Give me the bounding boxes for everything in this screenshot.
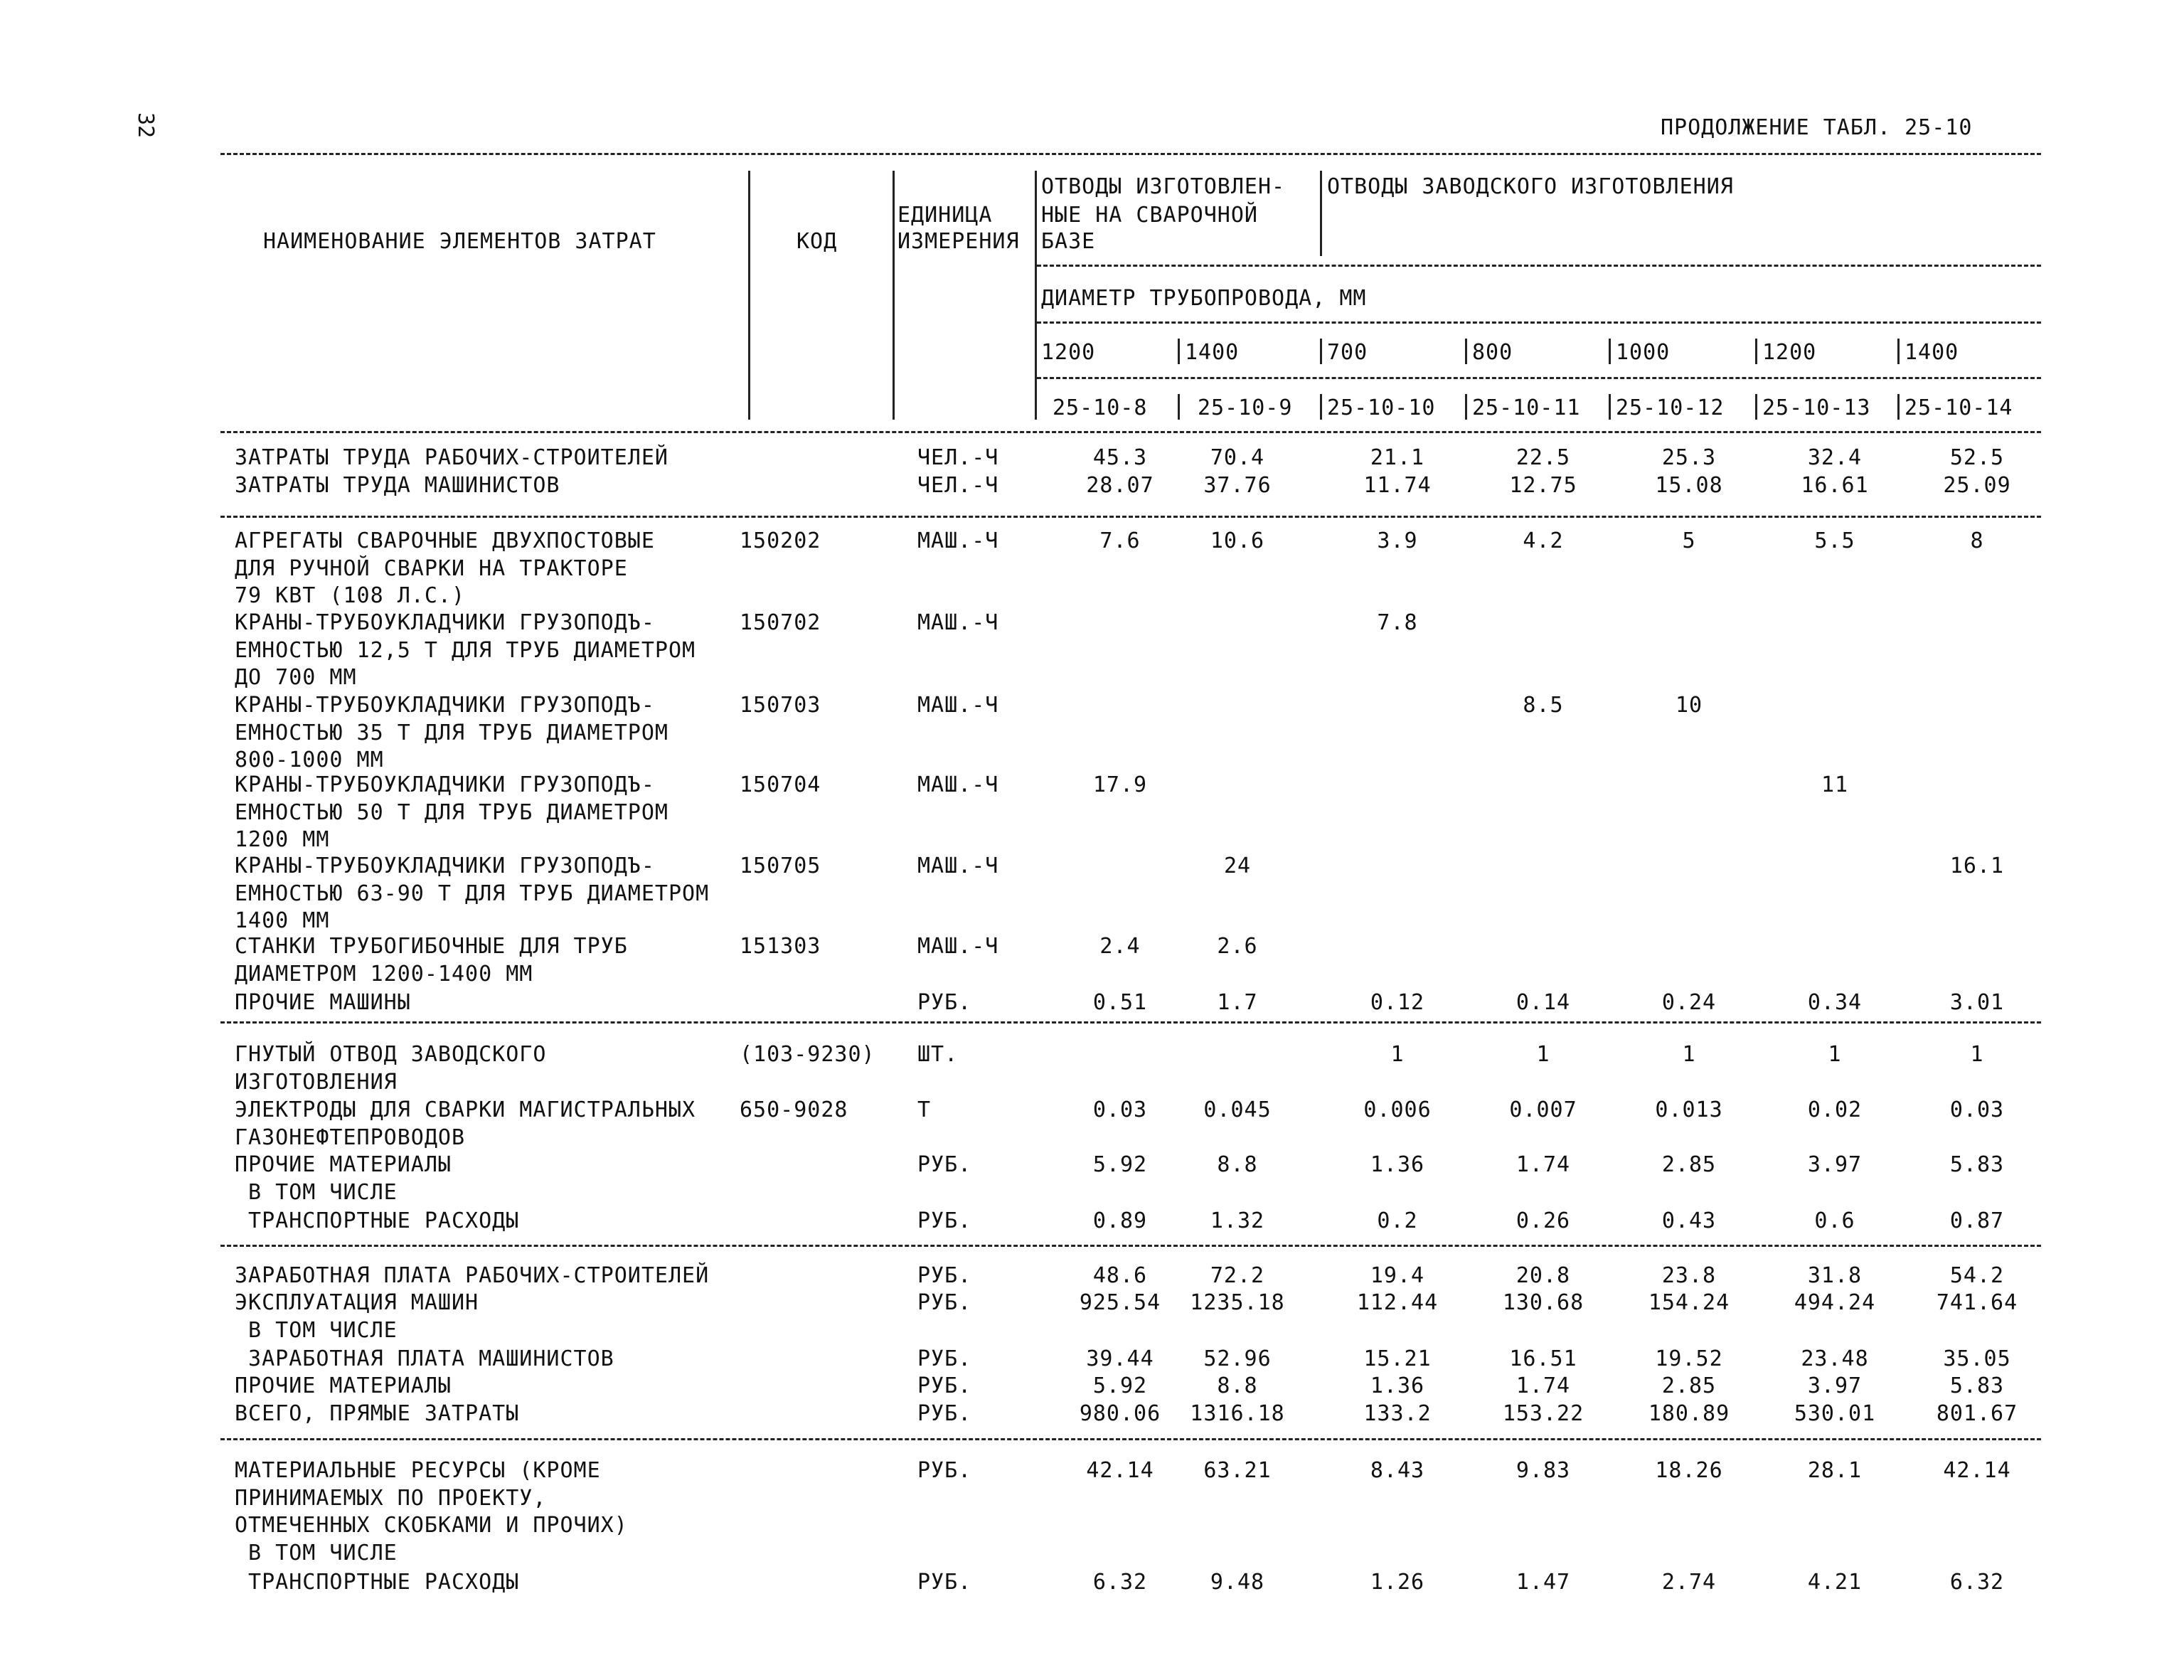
row-name-line: В ТОМ ЧИСЛЕ xyxy=(235,1179,398,1205)
row-name-line: В ТОМ ЧИСЛЕ xyxy=(235,1317,398,1343)
row-value: 0.6 xyxy=(1814,1208,1855,1233)
row-name-line: ЗАТРАТЫ ТРУДА РАБОЧИХ-СТРОИТЕЛЕЙ xyxy=(235,445,668,470)
row-value: 5.83 xyxy=(1949,1373,2005,1398)
row-name-line: ЭКСПЛУАТАЦИЯ МАШИН xyxy=(235,1290,479,1315)
row-value: 9.83 xyxy=(1516,1458,1571,1483)
section-rule-3 xyxy=(220,1245,2041,1247)
diameter-sep-7 xyxy=(1897,339,1900,364)
row-value: 54.2 xyxy=(1949,1263,2005,1288)
row-name-line: ПРОЧИЕ МАШИНЫ xyxy=(235,990,411,1015)
row-name-line: ПРОЧИЕ МАТЕРИАЛЫ xyxy=(235,1152,452,1177)
header-name-col: НАИМЕНОВАНИЕ ЭЛЕМЕНТОВ ЗАТРАТ xyxy=(263,229,656,254)
row-value: 1 xyxy=(1828,1042,1842,1067)
row-value: 21.1 xyxy=(1370,445,1425,470)
row-value: 25.3 xyxy=(1661,445,1717,470)
code-4: 25-10-11 xyxy=(1472,395,1581,420)
row-value: 2.85 xyxy=(1661,1373,1717,1398)
row-name-line: ГАЗОНЕФТЕПРОВОДОВ xyxy=(235,1125,466,1150)
row-value: 8 xyxy=(1970,528,1984,553)
row-value: 25.09 xyxy=(1943,473,2011,498)
header-group2: ОТВОДЫ ЗАВОДСКОГО ИЗГОТОВЛЕНИЯ xyxy=(1327,174,1734,199)
row-value: 1 xyxy=(1682,1042,1696,1067)
row-unit: РУБ. xyxy=(917,1208,972,1233)
header-vbar-4 xyxy=(1320,171,1322,256)
row-value: 8.5 xyxy=(1523,693,1564,718)
row-value: 133.2 xyxy=(1363,1401,1432,1426)
row-value: 10.6 xyxy=(1210,528,1265,553)
row-value: 11.74 xyxy=(1363,473,1432,498)
header-diameter-label: ДИАМЕТР ТРУБОПРОВОДА, ММ xyxy=(1041,286,1367,311)
code-sep-2 xyxy=(1178,394,1180,420)
header-unit-col-2: ИЗМЕРЕНИЯ xyxy=(897,229,1020,254)
row-value: 11 xyxy=(1821,772,1849,797)
row-unit: РУБ. xyxy=(917,1401,972,1426)
row-unit: РУБ. xyxy=(917,1263,972,1288)
header-group1-line3: БАЗЕ xyxy=(1041,229,1096,254)
row-value: 0.02 xyxy=(1807,1097,1863,1122)
row-value: 18.26 xyxy=(1655,1458,1723,1483)
row-value: 1.47 xyxy=(1516,1570,1571,1595)
section-rule-2 xyxy=(220,1021,2041,1024)
row-value: 1.32 xyxy=(1210,1208,1265,1233)
row-value: 0.34 xyxy=(1807,990,1863,1015)
row-value: 0.26 xyxy=(1516,1208,1571,1233)
row-value: 20.8 xyxy=(1516,1263,1571,1288)
continuation-title: ПРОДОЛЖЕНИЕ ТАБЛ. 25-10 xyxy=(1661,115,1973,140)
row-value: 45.3 xyxy=(1092,445,1148,470)
row-name-line: ТРАНСПОРТНЫЕ РАСХОДЫ xyxy=(235,1208,520,1233)
row-value: 5.83 xyxy=(1949,1152,2005,1177)
diameter-sep-6 xyxy=(1755,339,1757,364)
diameter-1: 1200 xyxy=(1041,340,1096,365)
row-value: 0.89 xyxy=(1092,1208,1148,1233)
row-value: 16.1 xyxy=(1949,854,2005,878)
row-unit: ЧЕЛ.-Ч xyxy=(917,445,999,470)
row-name-line: СТАНКИ ТРУБОГИБОЧНЫЕ ДЛЯ ТРУБ xyxy=(235,934,628,959)
row-name-line: ДО 700 ММ xyxy=(235,665,357,690)
row-value: 1.74 xyxy=(1516,1152,1571,1177)
header-vbar-3 xyxy=(1035,171,1037,420)
row-value: 70.4 xyxy=(1210,445,1265,470)
row-name-line: В ТОМ ЧИСЛЕ xyxy=(235,1540,398,1565)
row-name-line: 1200 ММ xyxy=(235,827,330,852)
row-value: 494.24 xyxy=(1794,1290,1876,1315)
row-name-line: КРАНЫ-ТРУБОУКЛАДЧИКИ ГРУЗОПОДЪ- xyxy=(235,854,655,878)
row-name-line: ЗАТРАТЫ ТРУДА МАШИНИСТОВ xyxy=(235,473,560,498)
row-value: 10 xyxy=(1675,693,1703,718)
row-name-line: ЕМНОСТЬЮ 50 Т ДЛЯ ТРУБ ДИАМЕТРОМ xyxy=(235,799,668,825)
row-code: 650-9028 xyxy=(740,1097,848,1122)
diameter-4: 800 xyxy=(1472,340,1513,365)
row-unit: РУБ. xyxy=(917,1458,972,1483)
code-2: 25-10-9 xyxy=(1198,395,1293,420)
row-unit: МАШ.-Ч xyxy=(917,610,999,635)
diameter-sep-4 xyxy=(1465,339,1467,364)
row-value: 0.24 xyxy=(1661,990,1717,1015)
row-value: 0.87 xyxy=(1949,1208,2005,1233)
row-code: (103-9230) xyxy=(740,1042,875,1067)
diameter-2: 1400 xyxy=(1185,340,1240,365)
row-value: 1 xyxy=(1536,1042,1550,1067)
row-unit: РУБ. xyxy=(917,1152,972,1177)
row-value: 0.013 xyxy=(1655,1097,1723,1122)
row-value: 7.6 xyxy=(1099,528,1141,553)
code-1: 25-10-8 xyxy=(1053,395,1148,420)
row-value: 1 xyxy=(1970,1042,1984,1067)
page-number: 32 xyxy=(133,112,158,139)
row-value: 1316.18 xyxy=(1190,1401,1285,1426)
section-rule-4 xyxy=(220,1438,2041,1440)
header-top-rule xyxy=(220,153,2041,155)
row-value: 6.32 xyxy=(1092,1570,1148,1595)
row-value: 2.4 xyxy=(1099,934,1141,959)
row-unit: МАШ.-Ч xyxy=(917,772,999,797)
header-group1-line1: ОТВОДЫ ИЗГОТОВЛЕН- xyxy=(1041,174,1286,199)
code-sep-7 xyxy=(1897,394,1900,420)
row-value: 52.5 xyxy=(1949,445,2005,470)
row-name-line: 800-1000 ММ xyxy=(235,748,384,772)
row-name-line: ЗАРАБОТНАЯ ПЛАТА РАБОЧИХ-СТРОИТЕЛЕЙ xyxy=(235,1263,710,1288)
row-value: 42.14 xyxy=(1943,1458,2011,1483)
row-value: 1 xyxy=(1390,1042,1405,1067)
row-value: 8.8 xyxy=(1217,1373,1258,1398)
section-rule-1 xyxy=(220,516,2041,518)
diameter-sep-3 xyxy=(1320,339,1322,364)
header-vbar-2 xyxy=(893,171,895,420)
header-code-col: КОД xyxy=(797,229,838,254)
code-sep-6 xyxy=(1755,394,1757,420)
row-value: 3.97 xyxy=(1807,1373,1863,1398)
row-value: 8.43 xyxy=(1370,1458,1425,1483)
row-value: 154.24 xyxy=(1648,1290,1730,1315)
row-unit: МАШ.-Ч xyxy=(917,528,999,553)
row-value: 23.8 xyxy=(1661,1263,1717,1288)
row-value: 28.07 xyxy=(1086,473,1154,498)
row-unit: Т xyxy=(917,1097,932,1122)
row-value: 0.03 xyxy=(1949,1097,2005,1122)
row-value: 741.64 xyxy=(1936,1290,2018,1315)
row-value: 1.26 xyxy=(1370,1570,1425,1595)
row-value: 63.21 xyxy=(1203,1458,1272,1483)
row-value: 5.92 xyxy=(1092,1373,1148,1398)
header-rule-2 xyxy=(1037,265,2041,267)
row-value: 2.6 xyxy=(1217,934,1258,959)
row-unit: РУБ. xyxy=(917,1373,972,1398)
row-name-line: ИЗГОТОВЛЕНИЯ xyxy=(235,1069,398,1095)
row-value: 28.1 xyxy=(1807,1458,1863,1483)
row-value: 1.74 xyxy=(1516,1373,1571,1398)
row-value: 4.21 xyxy=(1807,1570,1863,1595)
row-name-line: ЭЛЕКТРОДЫ ДЛЯ СВАРКИ МАГИСТРАЛЬНЫХ xyxy=(235,1097,696,1122)
row-value: 2.74 xyxy=(1661,1570,1717,1595)
row-value: 19.52 xyxy=(1655,1346,1723,1371)
row-value: 130.68 xyxy=(1502,1290,1584,1315)
row-name-line: ПРИНИМАЕМЫХ ПО ПРОЕКТУ, xyxy=(235,1485,547,1511)
row-name-line: ВСЕГО, ПРЯМЫЕ ЗАТРАТЫ xyxy=(235,1401,520,1426)
row-unit: РУБ. xyxy=(917,1570,972,1595)
diameter-5: 1000 xyxy=(1616,340,1671,365)
row-name-line: ДЛЯ РУЧНОЙ СВАРКИ НА ТРАКТОРЕ xyxy=(235,555,628,581)
code-sep-3 xyxy=(1320,394,1322,420)
row-value: 72.2 xyxy=(1210,1263,1265,1288)
row-value: 6.32 xyxy=(1949,1570,2005,1595)
row-unit: ЧЕЛ.-Ч xyxy=(917,473,999,498)
row-name-line: ЕМНОСТЬЮ 12,5 Т ДЛЯ ТРУБ ДИАМЕТРОМ xyxy=(235,637,696,663)
code-6: 25-10-13 xyxy=(1762,395,1871,420)
row-name-line: ЕМНОСТЬЮ 35 Т ДЛЯ ТРУБ ДИАМЕТРОМ xyxy=(235,720,668,745)
row-value: 5.92 xyxy=(1092,1152,1148,1177)
row-unit: МАШ.-Ч xyxy=(917,693,999,718)
row-name-line: КРАНЫ-ТРУБОУКЛАДЧИКИ ГРУЗОПОДЪ- xyxy=(235,772,655,797)
code-sep-5 xyxy=(1609,394,1611,420)
row-value: 0.007 xyxy=(1509,1097,1577,1122)
row-value: 7.8 xyxy=(1377,610,1418,635)
row-value: 530.01 xyxy=(1794,1401,1876,1426)
code-5: 25-10-12 xyxy=(1616,395,1725,420)
row-name-line: ДИАМЕТРОМ 1200-1400 ММ xyxy=(235,961,533,987)
row-unit: РУБ. xyxy=(917,1290,972,1315)
row-value: 0.51 xyxy=(1092,990,1148,1015)
row-value: 0.045 xyxy=(1203,1097,1272,1122)
row-name-line: ОТМЕЧЕННЫХ СКОБКАМИ И ПРОЧИХ) xyxy=(235,1513,628,1538)
row-value: 153.22 xyxy=(1502,1401,1584,1426)
row-value: 801.67 xyxy=(1936,1401,2018,1426)
row-value: 22.5 xyxy=(1516,445,1571,470)
row-code: 150702 xyxy=(740,610,821,635)
row-value: 35.05 xyxy=(1943,1346,2011,1371)
row-name-line: 79 КВТ (108 Л.С.) xyxy=(235,583,466,608)
row-value: 52.96 xyxy=(1203,1346,1272,1371)
row-value: 5.5 xyxy=(1814,528,1855,553)
diameter-7: 1400 xyxy=(1905,340,1959,365)
row-unit: РУБ. xyxy=(917,1346,972,1371)
row-code: 150704 xyxy=(740,772,821,797)
row-value: 8.8 xyxy=(1217,1152,1258,1177)
row-value: 0.12 xyxy=(1370,990,1425,1015)
row-value: 1235.18 xyxy=(1190,1290,1285,1315)
row-name-line: КРАНЫ-ТРУБОУКЛАДЧИКИ ГРУЗОПОДЪ- xyxy=(235,693,655,718)
row-unit: ШТ. xyxy=(917,1042,959,1067)
row-value: 180.89 xyxy=(1648,1401,1730,1426)
row-value: 3.97 xyxy=(1807,1152,1863,1177)
row-name-line: КРАНЫ-ТРУБОУКЛАДЧИКИ ГРУЗОПОДЪ- xyxy=(235,610,655,635)
row-value: 0.14 xyxy=(1516,990,1571,1015)
row-name-line: ЕМНОСТЬЮ 63-90 Т ДЛЯ ТРУБ ДИАМЕТРОМ xyxy=(235,881,710,906)
header-vbar-1 xyxy=(748,171,750,420)
row-value: 1.7 xyxy=(1217,990,1258,1015)
row-name-line: ГНУТЫЙ ОТВОД ЗАВОДСКОГО xyxy=(235,1042,547,1067)
row-name-line: ЗАРАБОТНАЯ ПЛАТА МАШИНИСТОВ xyxy=(235,1346,614,1371)
diameter-3: 700 xyxy=(1327,340,1368,365)
row-value: 5 xyxy=(1682,528,1696,553)
row-value: 39.44 xyxy=(1086,1346,1154,1371)
code-3: 25-10-10 xyxy=(1327,395,1436,420)
row-value: 48.6 xyxy=(1092,1263,1148,1288)
row-value: 32.4 xyxy=(1807,445,1863,470)
header-unit-col-1: ЕДИНИЦА xyxy=(897,203,993,228)
row-value: 0.2 xyxy=(1377,1208,1418,1233)
header-bottom-rule xyxy=(220,431,2041,433)
row-value: 17.9 xyxy=(1092,772,1148,797)
row-value: 19.4 xyxy=(1370,1263,1425,1288)
row-value: 15.21 xyxy=(1363,1346,1432,1371)
row-value: 3.01 xyxy=(1949,990,2005,1015)
row-value: 16.61 xyxy=(1801,473,1869,498)
row-unit: МАШ.-Ч xyxy=(917,934,999,959)
row-value: 925.54 xyxy=(1079,1290,1161,1315)
row-value: 24 xyxy=(1223,854,1252,878)
row-value: 112.44 xyxy=(1356,1290,1439,1315)
row-unit: РУБ. xyxy=(917,990,972,1015)
row-code: 151303 xyxy=(740,934,821,959)
row-value: 0.03 xyxy=(1092,1097,1148,1122)
diameter-sep-2 xyxy=(1178,339,1180,364)
diameter-6: 1200 xyxy=(1762,340,1817,365)
row-value: 12.75 xyxy=(1509,473,1577,498)
row-name-line: МАТЕРИАЛЬНЫЕ РЕСУРСЫ (КРОМЕ xyxy=(235,1458,601,1483)
code-sep-4 xyxy=(1465,394,1467,420)
row-value: 2.85 xyxy=(1661,1152,1717,1177)
header-group1-line2: НЫЕ НА СВАРОЧНОЙ xyxy=(1041,203,1258,228)
row-value: 23.48 xyxy=(1801,1346,1869,1371)
diameter-sep-5 xyxy=(1609,339,1611,364)
row-name-line: ПРОЧИЕ МАТЕРИАЛЫ xyxy=(235,1373,452,1398)
row-value: 42.14 xyxy=(1086,1458,1154,1483)
row-code: 150703 xyxy=(740,693,821,718)
row-value: 15.08 xyxy=(1655,473,1723,498)
row-unit: МАШ.-Ч xyxy=(917,854,999,878)
row-value: 37.76 xyxy=(1203,473,1272,498)
row-value: 1.36 xyxy=(1370,1373,1425,1398)
row-value: 0.43 xyxy=(1661,1208,1717,1233)
row-value: 3.9 xyxy=(1377,528,1418,553)
row-value: 0.006 xyxy=(1363,1097,1432,1122)
row-value: 980.06 xyxy=(1079,1401,1161,1426)
row-name-line: ТРАНСПОРТНЫЕ РАСХОДЫ xyxy=(235,1570,520,1595)
row-code: 150202 xyxy=(740,528,821,553)
header-rule-3 xyxy=(1037,321,2041,324)
row-value: 9.48 xyxy=(1210,1570,1265,1595)
row-value: 16.51 xyxy=(1509,1346,1577,1371)
row-value: 4.2 xyxy=(1523,528,1564,553)
row-name-line: 1400 ММ xyxy=(235,908,330,933)
code-7: 25-10-14 xyxy=(1905,395,2013,420)
header-rule-4 xyxy=(1037,377,2041,379)
row-name-line: АГРЕГАТЫ СВАРОЧНЫЕ ДВУХПОСТОВЫЕ xyxy=(235,528,655,553)
row-value: 31.8 xyxy=(1807,1263,1863,1288)
row-code: 150705 xyxy=(740,854,821,878)
row-value: 1.36 xyxy=(1370,1152,1425,1177)
